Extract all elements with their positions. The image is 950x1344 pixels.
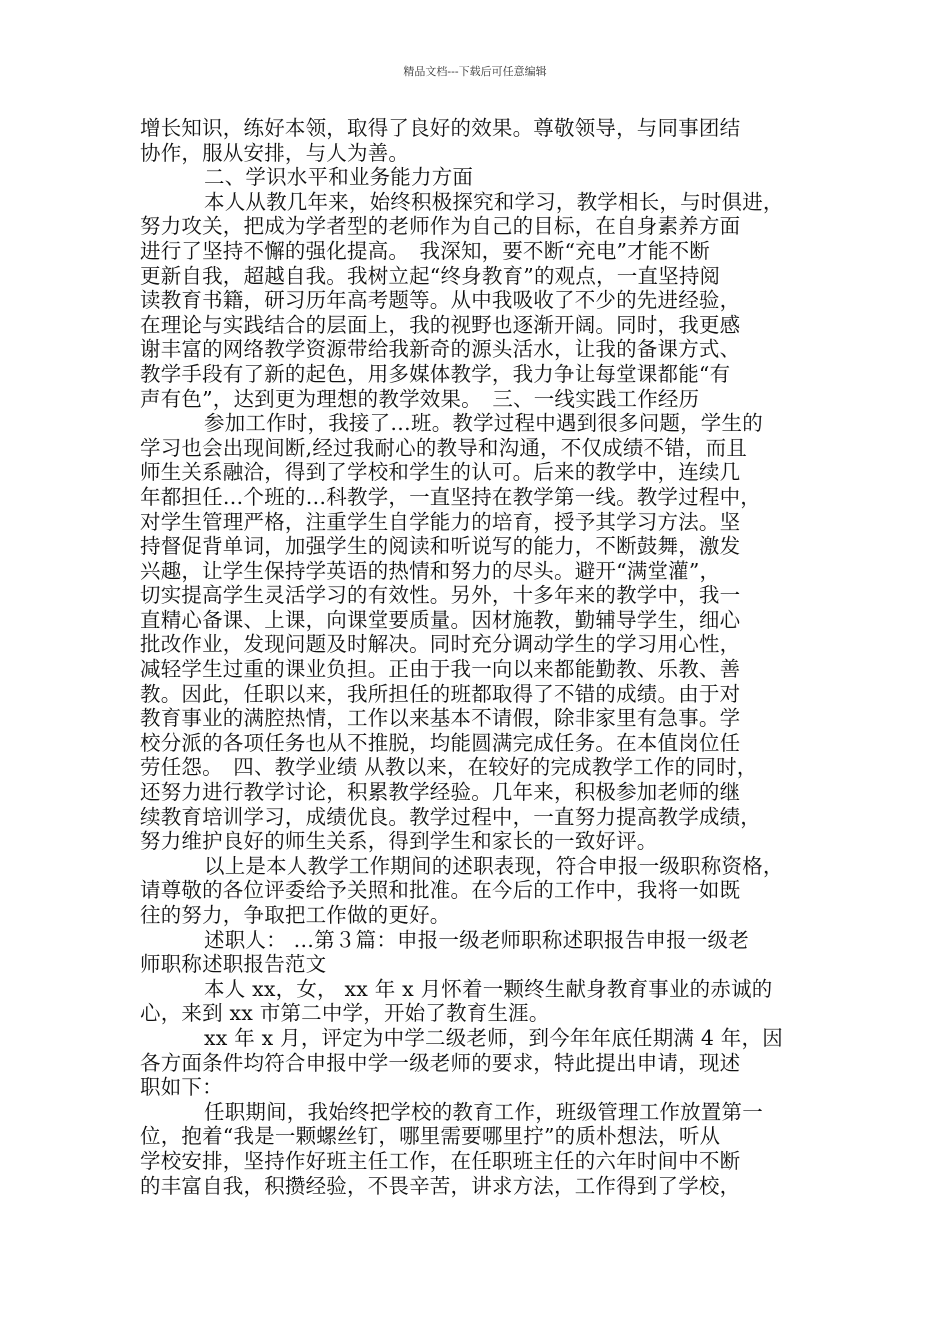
text-line: 本人 xx，女， xx 年 x 月怀着一颗终生献身教育事业的赤诚的 xyxy=(204,976,773,1001)
text-line: 持督促背单词，加强学生的阅读和听说写的能力，不断鼓舞，激发 xyxy=(140,534,741,559)
text-line: 学校安排，坚持作好班主任工作，在任职班主任的六年时间中不断 xyxy=(140,1148,741,1173)
section-heading: 二、学识水平和业务能力方面 xyxy=(204,165,474,190)
text-line: 师生关系融洽，得到了学校和学生的认可。后来的教学中，连续几 xyxy=(140,460,741,485)
text-line: xx 年 x 月，评定为中学二级老师，到今年年底任期满 4 年，因 xyxy=(204,1025,783,1050)
text-line: 减轻学生过重的课业负担。正由于我一向以来都能勤教、乐教、善 xyxy=(140,657,741,682)
text-line: 还努力进行教学讨论，积累教学经验。几年来，积极参加老师的继 xyxy=(140,780,741,805)
text-line: 职如下： xyxy=(140,1075,223,1100)
text-line: 教学手段有了新的起色，用多媒体教学，我力争让每堂课都能“有 xyxy=(140,361,731,386)
text-line: 对学生管理严格，注重学生自学能力的培育，授予其学习方法。坚 xyxy=(140,509,741,534)
text-line: 往的努力，争取把工作做的更好。 xyxy=(140,903,451,927)
text-line: 参加工作时，我接了…班。教学过程中遇到很多问题，学生的 xyxy=(204,411,763,436)
text-line: 请尊敬的各位评委给予关照和批准。在今后的工作中，我将一如既 xyxy=(140,878,741,903)
text-line: 努力维护良好的师生关系，得到学生和家长的一致好评。 xyxy=(140,829,658,854)
text-line: 教。因此，任职以来，我所担任的班都取得了不错的成绩。由于对 xyxy=(140,681,741,706)
text-line: 各方面条件均符合申报中学一级老师的要求，特此提出申请，现述 xyxy=(140,1050,741,1075)
text-line: 直精心备课、上课，向课堂要质量。因材施教，勤辅导学生，细心 xyxy=(140,607,741,632)
text-line: 述职人： …第３篇：申报一级老师职称述职报告申报一级老 xyxy=(204,927,749,952)
text-line: 续教育培训学习，成绩优良。教学过程中，一直努力提高教学成绩， xyxy=(140,804,761,829)
text-line: 批改作业，发现问题及时解决。同时充分调动学生的学习用心性， xyxy=(140,632,741,657)
text-line: 进行了坚持不懈的强化提高。 我深知，要不断“充电”才能不断 xyxy=(140,238,711,263)
text-line: 在理论与实践结合的层面上，我的视野也逐渐开阔。同时，我更感 xyxy=(140,312,741,337)
text-line: 以上是本人教学工作期间的述职表现，符合申报一级职称资格， xyxy=(204,853,784,878)
text-line: 的丰富自我，积攒经验，不畏辛苦，讲求方法，工作得到了学校， xyxy=(140,1173,741,1198)
text-line: 增长知识，练好本领，取得了良好的效果。尊敬领导，与同事团结 xyxy=(140,116,741,140)
text-line: 切实提高学生灵活学习的有效性。另外，十多年来的教学中，我一 xyxy=(140,583,741,608)
text-line: 劳任怨。 四、教学业绩 从教以来，在较好的完成教学工作的同时， xyxy=(140,755,758,780)
text-line: 本人从教几年来，始终积极探究和学习，教学相长，与时俱进， xyxy=(204,189,784,214)
page-header: 精品文档---下载后可任意编辑 xyxy=(403,65,547,78)
text-line: 读教育书籍，研习历年高考题等。从中我吸收了不少的先进经验， xyxy=(140,288,741,313)
text-line: 谢丰富的网络教学资源带给我新奇的源头活水，让我的备课方式、 xyxy=(140,337,741,362)
text-line: 协作，服从安排，与人为善。 xyxy=(140,140,410,165)
text-line: 学习也会出现间断,经过我耐心的教导和沟通，不仅成绩不错，而且 xyxy=(140,435,748,460)
text-line: 努力攻关，把成为学者型的老师作为自己的目标，在自身素养方面 xyxy=(140,214,741,239)
text-line: 年都担任…个班的…科教学，一直坚持在教学第一线。教学过程中， xyxy=(140,484,761,509)
text-line: 校分派的各项任务也从不推脱，均能圆满完成任务。在本值岗位任 xyxy=(140,730,741,755)
text-line: 师职称述职报告范文 xyxy=(140,952,327,977)
text-line: 声有色”，达到更为理想的教学效果。 三、一线实践工作经历 xyxy=(140,386,700,411)
text-line: 心，来到 xx 市第二中学，开始了教育生涯。 xyxy=(140,1001,550,1026)
text-line: 兴趣，让学生保持学英语的热情和努力的尽头。避开“满堂灌”， xyxy=(140,558,721,583)
text-line: 位，抱着“我是一颗螺丝钉，哪里需要哪里拧”的质朴想法，听从 xyxy=(140,1124,721,1149)
text-line: 教育事业的满腔热情，工作以来基本不请假，除非家里有急事。学 xyxy=(140,706,741,731)
text-line: 更新自我，超越自我。我树立起“终身教育”的观点，一直坚持阅 xyxy=(140,263,721,288)
text-line: 任职期间，我始终把学校的教育工作，班级管理工作放置第一 xyxy=(204,1099,763,1124)
document-body xyxy=(140,116,830,1198)
